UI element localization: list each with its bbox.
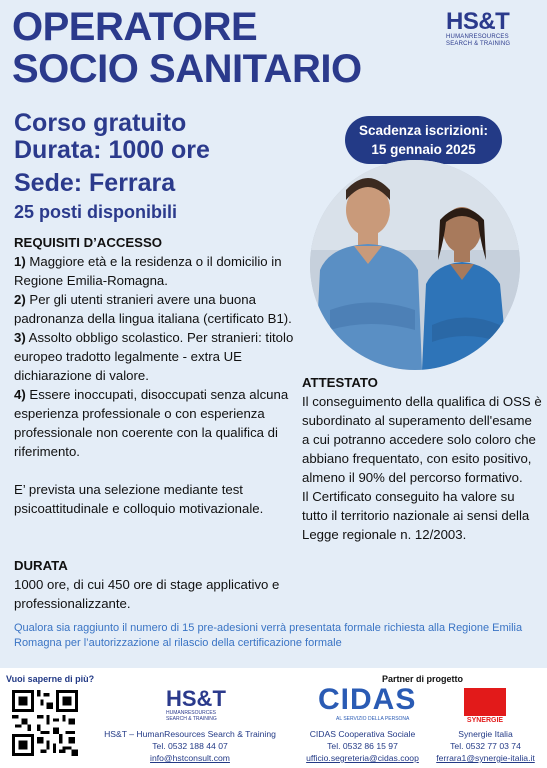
hst-logo-sub1: HUMANRESOURCES — [446, 34, 509, 40]
cidas-logo-text: CIDAS — [318, 683, 417, 716]
hst-footer-logo-sub1: HUMANRESOURCES — [166, 710, 217, 716]
requirement-item-1 — [14, 252, 294, 290]
hst-name: HS&T – HumanResources Search & Training — [104, 729, 276, 739]
requirement-text: Maggiore età e la residenza o il domicilio in Regione Emilia-Romagna. — [14, 254, 282, 288]
course-location: Sede: Ferrara — [14, 169, 176, 197]
qr-code[interactable] — [12, 690, 78, 761]
nurses-photo — [310, 160, 520, 370]
requirement-num: 2) — [14, 292, 26, 307]
synergie-phone: Tel. 0532 77 03 74 — [450, 741, 521, 751]
selection-text: E’ prevista una selezione mediante test psicoattitudinale e colloquio motivazionale. — [14, 482, 264, 516]
course-free: Corso gratuito — [14, 109, 187, 137]
hst-logo-top — [446, 10, 510, 48]
hst-logo-sub2: SEARCH & TRAINING — [446, 41, 511, 47]
deadline-line-2: 15 gennaio 2025 — [371, 142, 476, 157]
cidas-email-link[interactable]: ufficio.segreteria@cidas.coop — [306, 753, 419, 763]
requirement-text: Per gli utenti stranieri avere una buona padronanza della lingua italiana (certificato B1). — [14, 292, 292, 326]
duration-section — [14, 556, 299, 613]
certificate-paragraph-1: Il conseguimento della qualifica di OSS è subordinato al superamento dell'esame a cui potranno accedere solo coloro che abbiano frequentato, con esito positivo, almeno il 90% del percorso formativo. — [302, 394, 542, 485]
cidas-logo-tagline: AL SERVIZIO DELLA PERSONA — [336, 716, 410, 722]
hst-logo-footer — [166, 688, 226, 722]
course-duration: Durata: 1000 ore — [14, 136, 210, 164]
requirements-heading: REQUISITI D’ACCESSO — [14, 235, 163, 250]
nurses-illustration — [310, 160, 520, 370]
authorization-note: Qualora sia raggiunto il numero di 15 pre-adesioni verrà presentata formale richiesta alla Regione Emilia Romagna per l’autorizzazione al rilascio della certificazione formale — [14, 622, 523, 649]
title-line-1: OPERATORE — [12, 5, 258, 49]
synergie-logo — [464, 688, 506, 728]
synergie-email-link[interactable]: ferrara1@synergie-italia.it — [436, 753, 535, 763]
cidas-phone: Tel. 0532 86 15 97 — [327, 741, 398, 751]
qr-code-icon — [12, 690, 78, 756]
more-info-label: Vuoi saperne di più? — [6, 674, 95, 684]
hst-phone: Tel. 0532 188 44 07 — [152, 741, 228, 751]
requirement-text: Assolto obbligo scolastico. Per stranieri: titolo europeo tradotto legalmente - extra UE dichiarazione di valore. — [14, 330, 294, 383]
requirement-item-3 — [14, 328, 294, 385]
page-title — [12, 6, 362, 90]
synergie-name: Synergie Italia — [458, 729, 513, 739]
certificate-section — [302, 373, 542, 544]
course-info — [14, 110, 210, 164]
hst-footer-logo-text: HS&T — [166, 686, 226, 711]
cidas-name: CIDAS Cooperativa Sociale — [309, 729, 416, 739]
hst-logo-text: HS&T — [446, 8, 510, 35]
requirement-item-2 — [14, 290, 294, 328]
synergie-logo-mark — [464, 688, 506, 716]
hst-email-link[interactable]: info@hstconsult.com — [150, 753, 230, 763]
synergie-contact — [428, 728, 543, 764]
cidas-contact — [300, 728, 425, 764]
requirement-item-4 — [14, 385, 294, 461]
partner-label: Partner di progetto — [382, 674, 464, 684]
deadline-badge — [345, 116, 502, 164]
certificate-heading: ATTESTATO — [302, 375, 378, 390]
title-line-2: SOCIO SANITARIO — [12, 47, 362, 91]
hst-contact — [100, 728, 280, 764]
certificate-paragraph-2: Il Certificato conseguito ha valore su tutto il territorio nazionale ai sensi della Legge regionale n. 12/2003. — [302, 489, 530, 542]
deadline-line-1: Scadenza iscrizioni: — [358, 123, 489, 138]
requirements-section — [14, 233, 294, 518]
cidas-logo — [318, 684, 416, 722]
requirement-text: Essere inoccupati, disoccupati senza alcuna esperienza professionale o con esperienza professionale non coerente con la qualifica di riferimento. — [14, 387, 289, 459]
requirement-num: 3) — [14, 330, 26, 345]
course-seats: 25 posti disponibili — [14, 202, 178, 222]
duration-heading: DURATA — [14, 558, 68, 573]
duration-text: 1000 ore, di cui 450 ore di stage applicativo e professionalizzante. — [14, 577, 280, 611]
spacer — [14, 461, 294, 480]
requirement-num: 1) — [14, 254, 26, 269]
requirement-num: 4) — [14, 387, 26, 402]
synergie-logo-text: SYNERGIE — [466, 717, 504, 724]
hst-footer-logo-sub2: SEARCH & TRAINING — [166, 716, 217, 722]
